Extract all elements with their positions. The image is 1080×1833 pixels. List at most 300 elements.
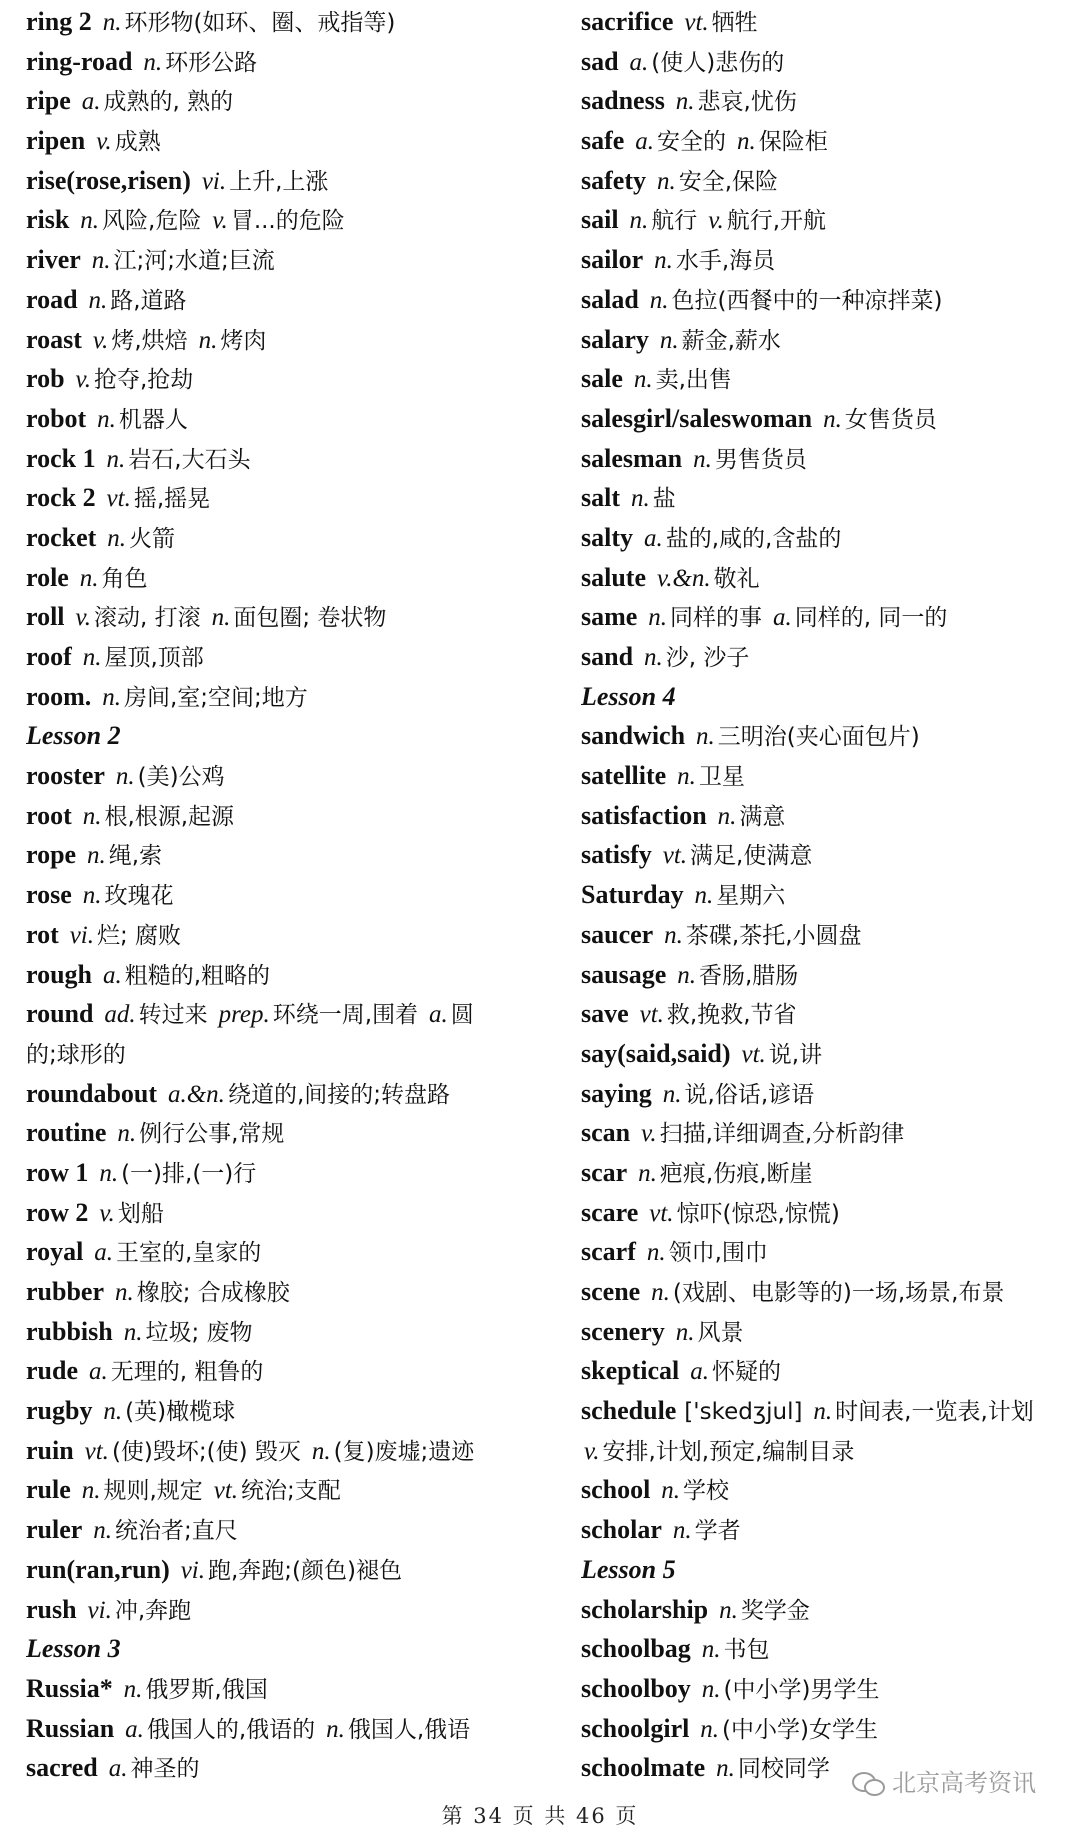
headword: scarf (581, 1237, 636, 1267)
entry-row (581, 1510, 1076, 1550)
part-of-speech: n. (701, 1636, 721, 1664)
headword: rush (26, 1594, 77, 1624)
definition: 环绕一周,围着 (272, 1002, 419, 1029)
definition: 岩石,大石头 (128, 446, 251, 473)
definition: 烂; 腐败 (96, 922, 182, 949)
headword: roll (26, 602, 65, 632)
headword: same (581, 602, 638, 632)
part-of-speech: n. (662, 1080, 682, 1108)
part-of-speech: a. (690, 1358, 709, 1386)
part-of-speech: vi. (201, 167, 227, 195)
entry-row (581, 1034, 1076, 1074)
part-of-speech: n. (82, 882, 102, 910)
entry-row (26, 280, 546, 320)
part-of-speech: vt. (741, 1040, 766, 1068)
entry-row (26, 1153, 546, 1193)
definition: 保险柜 (758, 129, 828, 156)
page-footer: 第 34 页 共 46 页 (441, 1804, 639, 1828)
entry-row (26, 1550, 546, 1590)
definition: (一)排,(一)行 (121, 1160, 257, 1187)
entry-row (26, 1113, 546, 1153)
part-of-speech: vi. (180, 1556, 205, 1584)
part-of-speech: n. (79, 564, 99, 592)
part-of-speech: n. (211, 604, 231, 632)
entry-row (26, 1709, 546, 1749)
part-of-speech: n. (87, 842, 106, 870)
definition: 敬礼 (713, 565, 760, 592)
headword: robot (26, 403, 87, 433)
entry-row (581, 359, 1076, 399)
definition: 惊吓(惊恐,惊慌) (676, 1200, 840, 1227)
part-of-speech: n. (717, 802, 737, 830)
definition: 统治;支配 (241, 1478, 341, 1505)
definition: 航行,开航 (726, 208, 827, 235)
definition: 划船 (117, 1200, 164, 1227)
part-of-speech: a.&n. (167, 1080, 225, 1108)
part-of-speech: n. (107, 524, 126, 552)
entry-row (581, 240, 1076, 280)
definition: 三明治(夹心面包片) (717, 724, 920, 751)
definition: 橡胶; 合成橡胶 (136, 1280, 290, 1306)
definition: 俄国人的,俄语的 (146, 1716, 316, 1743)
headword: sacred (26, 1753, 98, 1783)
headword: routine (26, 1118, 107, 1148)
headword: say(said,said) (581, 1038, 731, 1068)
entry-row (26, 637, 546, 677)
entry-row (26, 2, 546, 42)
headword: rot (26, 919, 59, 949)
definition: 机器人 (118, 406, 188, 433)
headword: ruler (26, 1515, 83, 1545)
entry-row (581, 558, 1076, 598)
entry-row (26, 240, 546, 280)
headword: skeptical (581, 1356, 680, 1386)
entry-row (26, 994, 546, 1034)
part-of-speech: n. (114, 1279, 134, 1306)
definition: 跑,奔跑;(颜色)褪色 (208, 1557, 403, 1584)
headword: roast (26, 324, 82, 354)
part-of-speech: v. (212, 207, 228, 235)
headword: Russian (26, 1713, 115, 1743)
part-of-speech: n. (675, 1318, 695, 1346)
part-of-speech: v. (92, 326, 109, 354)
headword: salesgirl/saleswoman (581, 403, 813, 433)
headword: role (26, 562, 69, 592)
entry-row (26, 200, 546, 240)
part-of-speech: n. (102, 9, 122, 36)
left-column (26, 2, 546, 1788)
part-of-speech: v. (99, 1199, 115, 1227)
part-of-speech: n. (672, 1517, 692, 1545)
definition: 学校 (683, 1478, 730, 1505)
entry-row (26, 1748, 546, 1788)
part-of-speech: vt. (213, 1477, 239, 1505)
definition: (复)废墟;遗迹 (333, 1438, 475, 1465)
headword: sacrifice (581, 7, 674, 36)
entry-row (581, 955, 1076, 995)
part-of-speech: n. (102, 683, 121, 711)
entry-row (581, 994, 1076, 1034)
definition: 江;河;水道;巨流 (113, 248, 275, 275)
entry-row (581, 1669, 1076, 1709)
entry-row (581, 1113, 1076, 1153)
definition: 火箭 (128, 525, 175, 552)
right-column (581, 2, 1076, 1788)
entry-row (581, 1153, 1076, 1193)
headword: river (26, 245, 81, 275)
definition: 疤痕,伤痕,断崖 (659, 1160, 813, 1187)
definition: 风险,危险 (102, 208, 202, 235)
headword: root (26, 800, 72, 830)
entry-row (581, 1470, 1076, 1510)
headword: row 2 (26, 1197, 89, 1227)
part-of-speech: n. (103, 1398, 123, 1426)
headword: scare (581, 1197, 639, 1227)
part-of-speech: v.&n. (656, 564, 711, 592)
part-of-speech: n. (117, 1120, 137, 1148)
entry-row (26, 955, 546, 995)
definition: 卫星 (698, 764, 745, 791)
entry-row (581, 835, 1076, 875)
entry-row (581, 81, 1076, 121)
part-of-speech: n. (91, 247, 111, 275)
definition: 成熟 (114, 129, 161, 156)
part-of-speech: n. (659, 326, 679, 354)
part-of-speech: n. (644, 644, 663, 671)
entry-row (26, 796, 546, 836)
entry-row (26, 1074, 546, 1114)
lesson-title: Lesson 3 (26, 1634, 121, 1664)
entry-row (581, 518, 1076, 558)
definition: 统治者;直尺 (115, 1518, 238, 1545)
part-of-speech: v. (584, 1437, 600, 1465)
headword: saying (581, 1078, 652, 1108)
definition: 色拉(西餐中的一种凉拌菜) (671, 287, 943, 314)
entry-row (581, 200, 1076, 240)
definition: 沙, 沙子 (665, 645, 750, 671)
entry-row (26, 399, 546, 439)
headword: ruin (26, 1435, 74, 1465)
part-of-speech: n. (88, 286, 108, 314)
definition: 粗糙的,粗略的 (124, 962, 271, 989)
part-of-speech: n. (123, 1675, 143, 1703)
part-of-speech: n. (81, 1477, 101, 1505)
headword: salesman (581, 443, 683, 473)
entry-row (581, 756, 1076, 796)
entry-row (26, 1510, 546, 1550)
entry-row (26, 558, 546, 598)
definition: 男售货员 (714, 446, 807, 473)
definition: (戏剧、电影等的)一场,场景,布景 (672, 1280, 1005, 1306)
definition: 俄罗斯,俄国 (145, 1676, 268, 1703)
headword: ripe (26, 86, 71, 116)
part-of-speech: a. (772, 604, 792, 632)
headword: sausage (581, 959, 667, 989)
part-of-speech: vt. (662, 842, 688, 870)
definition: 绕道的,间接的;转盘路 (227, 1081, 450, 1108)
part-of-speech: n. (651, 1279, 670, 1306)
entry-row (26, 121, 546, 161)
headword: saucer (581, 919, 654, 949)
entry-row (581, 716, 1076, 756)
definition: 规则,规定 (103, 1478, 203, 1505)
part-of-speech: a. (102, 961, 122, 989)
definition: 冒...的危险 (230, 208, 345, 235)
definition: 盐的,咸的,含盐的 (665, 525, 842, 552)
entry-row (26, 875, 546, 915)
definition: 说,俗话,谚语 (684, 1081, 815, 1108)
entry-row (26, 1470, 546, 1510)
definition: 垃圾; 废物 (145, 1319, 253, 1346)
part-of-speech: vt. (84, 1437, 109, 1465)
watermark-text: 北京高考资讯 (892, 1769, 1036, 1797)
headword: rubbish (26, 1316, 113, 1346)
entry-row (26, 1351, 546, 1391)
part-of-speech: n. (700, 1715, 720, 1743)
entry-row (26, 1431, 546, 1471)
part-of-speech: n. (82, 644, 102, 671)
entry-row (581, 121, 1076, 161)
entry-row (581, 796, 1076, 836)
headword: rob (26, 364, 65, 394)
entry-row (581, 320, 1076, 360)
definition: 奖学金 (740, 1597, 810, 1624)
headword: room. (26, 681, 92, 711)
headword: scholar (581, 1515, 662, 1545)
definition: 怀疑的 (711, 1359, 781, 1386)
part-of-speech: n. (813, 1398, 833, 1426)
entry-row (26, 1391, 546, 1431)
headword: schedule (581, 1396, 677, 1426)
headword: risk (26, 205, 70, 235)
definition: 悲哀,忧伤 (697, 89, 797, 116)
headword: rocket (26, 522, 97, 552)
headword: sailor (581, 245, 644, 275)
definition: 房间,室;空间;地方 (123, 684, 308, 711)
definition: 神圣的 (130, 1756, 200, 1783)
headword: rise(rose,risen) (26, 165, 191, 195)
definition: 冲,奔跑 (114, 1597, 192, 1624)
definition: (英)橄榄球 (125, 1399, 236, 1426)
definition: 王室的,皇家的 (116, 1240, 262, 1267)
definition: 薪金,薪水 (681, 327, 781, 354)
definition: 茶碟,茶托,小圆盘 (685, 922, 862, 949)
entry-row (581, 280, 1076, 320)
headword: salary (581, 324, 649, 354)
headword: sail (581, 205, 619, 235)
headword: salty (581, 522, 633, 552)
headword: scar (581, 1157, 628, 1187)
definition: 环形公路 (165, 49, 258, 76)
entry-row (581, 1351, 1076, 1391)
part-of-speech: vt. (106, 485, 131, 513)
headword: schoolmate (581, 1753, 706, 1783)
headword: sand (581, 642, 634, 671)
headword: rough (26, 959, 92, 989)
entry-row (26, 518, 546, 558)
part-of-speech: a. (429, 1001, 448, 1029)
part-of-speech: n. (694, 882, 714, 910)
headword: school (581, 1475, 651, 1505)
headword: scene (581, 1277, 641, 1306)
part-of-speech: vi. (87, 1596, 112, 1624)
lesson-heading (26, 1629, 546, 1669)
entry-row (581, 1193, 1076, 1233)
entry-row (26, 359, 546, 399)
definition: 同校同学 (737, 1756, 830, 1783)
headword: save (581, 999, 629, 1029)
part-of-speech: n. (696, 723, 715, 751)
definition: 抢夺,抢劫 (93, 367, 194, 394)
part-of-speech: vt. (639, 1001, 664, 1029)
definition: 水手,海员 (675, 248, 776, 275)
entry-row (26, 478, 546, 518)
entry-row (581, 439, 1076, 479)
definition: (中小学)女学生 (722, 1716, 878, 1743)
definition: 烤肉 (220, 327, 267, 354)
part-of-speech: vi. (69, 921, 94, 949)
entry-row (26, 1232, 546, 1272)
headword: ring 2 (26, 7, 92, 36)
headword: sandwich (581, 721, 686, 751)
definition: 烤,烘焙 (111, 327, 188, 354)
definition: 安全的 (657, 129, 727, 156)
definition: 成熟的, 熟的 (103, 89, 234, 116)
part-of-speech: vt. (684, 9, 709, 36)
entry-row (581, 2, 1076, 42)
part-of-speech: n. (633, 366, 653, 394)
definition: 学者 (694, 1518, 741, 1545)
part-of-speech: n. (648, 604, 668, 632)
part-of-speech: v. (96, 128, 112, 156)
definition: 路,道路 (110, 287, 187, 314)
definition: 说,讲 (768, 1041, 823, 1068)
definition: 转过来 (138, 1002, 208, 1029)
part-of-speech: n. (630, 485, 650, 513)
part-of-speech: n. (649, 286, 669, 314)
entry-row (26, 1590, 546, 1630)
headword: schoolbag (581, 1634, 691, 1664)
part-of-speech: n. (311, 1437, 331, 1465)
entry-row (26, 81, 546, 121)
headword: schoolgirl (581, 1713, 690, 1743)
part-of-speech: a. (125, 1715, 144, 1743)
definition: (美)公鸡 (137, 764, 225, 791)
definition: 书包 (723, 1637, 770, 1664)
part-of-speech: n. (106, 445, 126, 473)
headword: ripen (26, 126, 86, 156)
entry-row (581, 1232, 1076, 1272)
lesson-title: Lesson 5 (581, 1554, 676, 1584)
lesson-title: Lesson 4 (581, 681, 676, 711)
headword: royal (26, 1237, 84, 1267)
part-of-speech: a. (635, 128, 655, 156)
headword: roundabout (26, 1078, 158, 1108)
definition: 根,根源,起源 (104, 803, 235, 830)
definition: 领巾,围巾 (668, 1240, 768, 1267)
definition: 安排,计划,预定,编制目录 (602, 1438, 855, 1465)
headword: salt (581, 483, 620, 513)
entry-row (26, 439, 546, 479)
entry-row (26, 1669, 546, 1709)
headword: sadness (581, 86, 665, 116)
entry-row (26, 677, 546, 717)
headword: rope (26, 840, 77, 870)
definition: 绳,索 (108, 843, 163, 870)
part-of-speech: vt. (649, 1199, 674, 1227)
lesson-title: Lesson 2 (26, 721, 121, 751)
part-of-speech: v. (75, 604, 91, 632)
definition: 环形物(如环、圈、戒指等) (124, 10, 396, 36)
part-of-speech: v. (708, 207, 724, 235)
entry-row (26, 1193, 546, 1233)
entry-row (581, 42, 1076, 82)
lesson-heading (581, 1550, 1076, 1590)
part-of-speech: n. (99, 1159, 119, 1187)
part-of-speech: n. (661, 1477, 681, 1505)
definition: 满足,使满意 (690, 843, 813, 870)
part-of-speech: n. (677, 961, 696, 989)
definition: 的;球形的 (26, 1041, 126, 1068)
headword: run(ran,run) (26, 1554, 170, 1584)
entry-row (581, 1709, 1076, 1749)
headword: sale (581, 364, 623, 394)
part-of-speech: n. (701, 1675, 721, 1703)
entry-row (581, 1590, 1076, 1630)
definition: 摇,摇晃 (133, 486, 211, 513)
definition: 星期六 (716, 883, 786, 910)
headword: round (26, 999, 94, 1029)
part-of-speech: n. (143, 48, 163, 76)
headword: row 1 (26, 1157, 89, 1187)
part-of-speech: v. (75, 366, 91, 394)
definition: 屋顶,顶部 (104, 645, 204, 671)
part-of-speech: n. (115, 763, 135, 791)
phonetic: ['skedʒjul] (684, 1399, 803, 1426)
definition: 时间表,一览表,计划 (835, 1399, 1034, 1426)
definition: 角色 (101, 565, 148, 592)
definition: 香肠,腊肠 (698, 962, 799, 989)
headword: Saturday (581, 880, 684, 910)
definition: 玫瑰花 (104, 883, 174, 910)
lesson-heading (581, 677, 1076, 717)
lesson-heading (26, 716, 546, 756)
headword: schoolboy (581, 1673, 691, 1703)
definition: 俄国人,俄语 (347, 1716, 471, 1743)
headword: satisfaction (581, 800, 707, 830)
part-of-speech: a. (108, 1755, 128, 1783)
headword: rose (26, 880, 72, 910)
headword: salad (581, 284, 639, 314)
headword: scenery (581, 1316, 665, 1346)
part-of-speech: n. (97, 405, 116, 433)
part-of-speech: n. (823, 405, 842, 433)
entry-row (26, 1312, 546, 1352)
part-of-speech: v. (641, 1120, 657, 1148)
part-of-speech: n. (719, 1596, 738, 1624)
definition: (使)毁坏;(使) 毁灭 (111, 1438, 301, 1465)
part-of-speech: prep. (218, 1001, 270, 1029)
part-of-speech: n. (654, 247, 673, 275)
part-of-speech: n. (93, 1517, 113, 1545)
headword: ring-road (26, 46, 133, 76)
definition: 无理的, 粗鲁的 (110, 1359, 264, 1386)
headword: sad (581, 46, 619, 76)
headword: scholarship (581, 1594, 709, 1624)
headword: rude (26, 1356, 78, 1386)
part-of-speech: n. (123, 1318, 143, 1346)
headword: satellite (581, 761, 667, 791)
